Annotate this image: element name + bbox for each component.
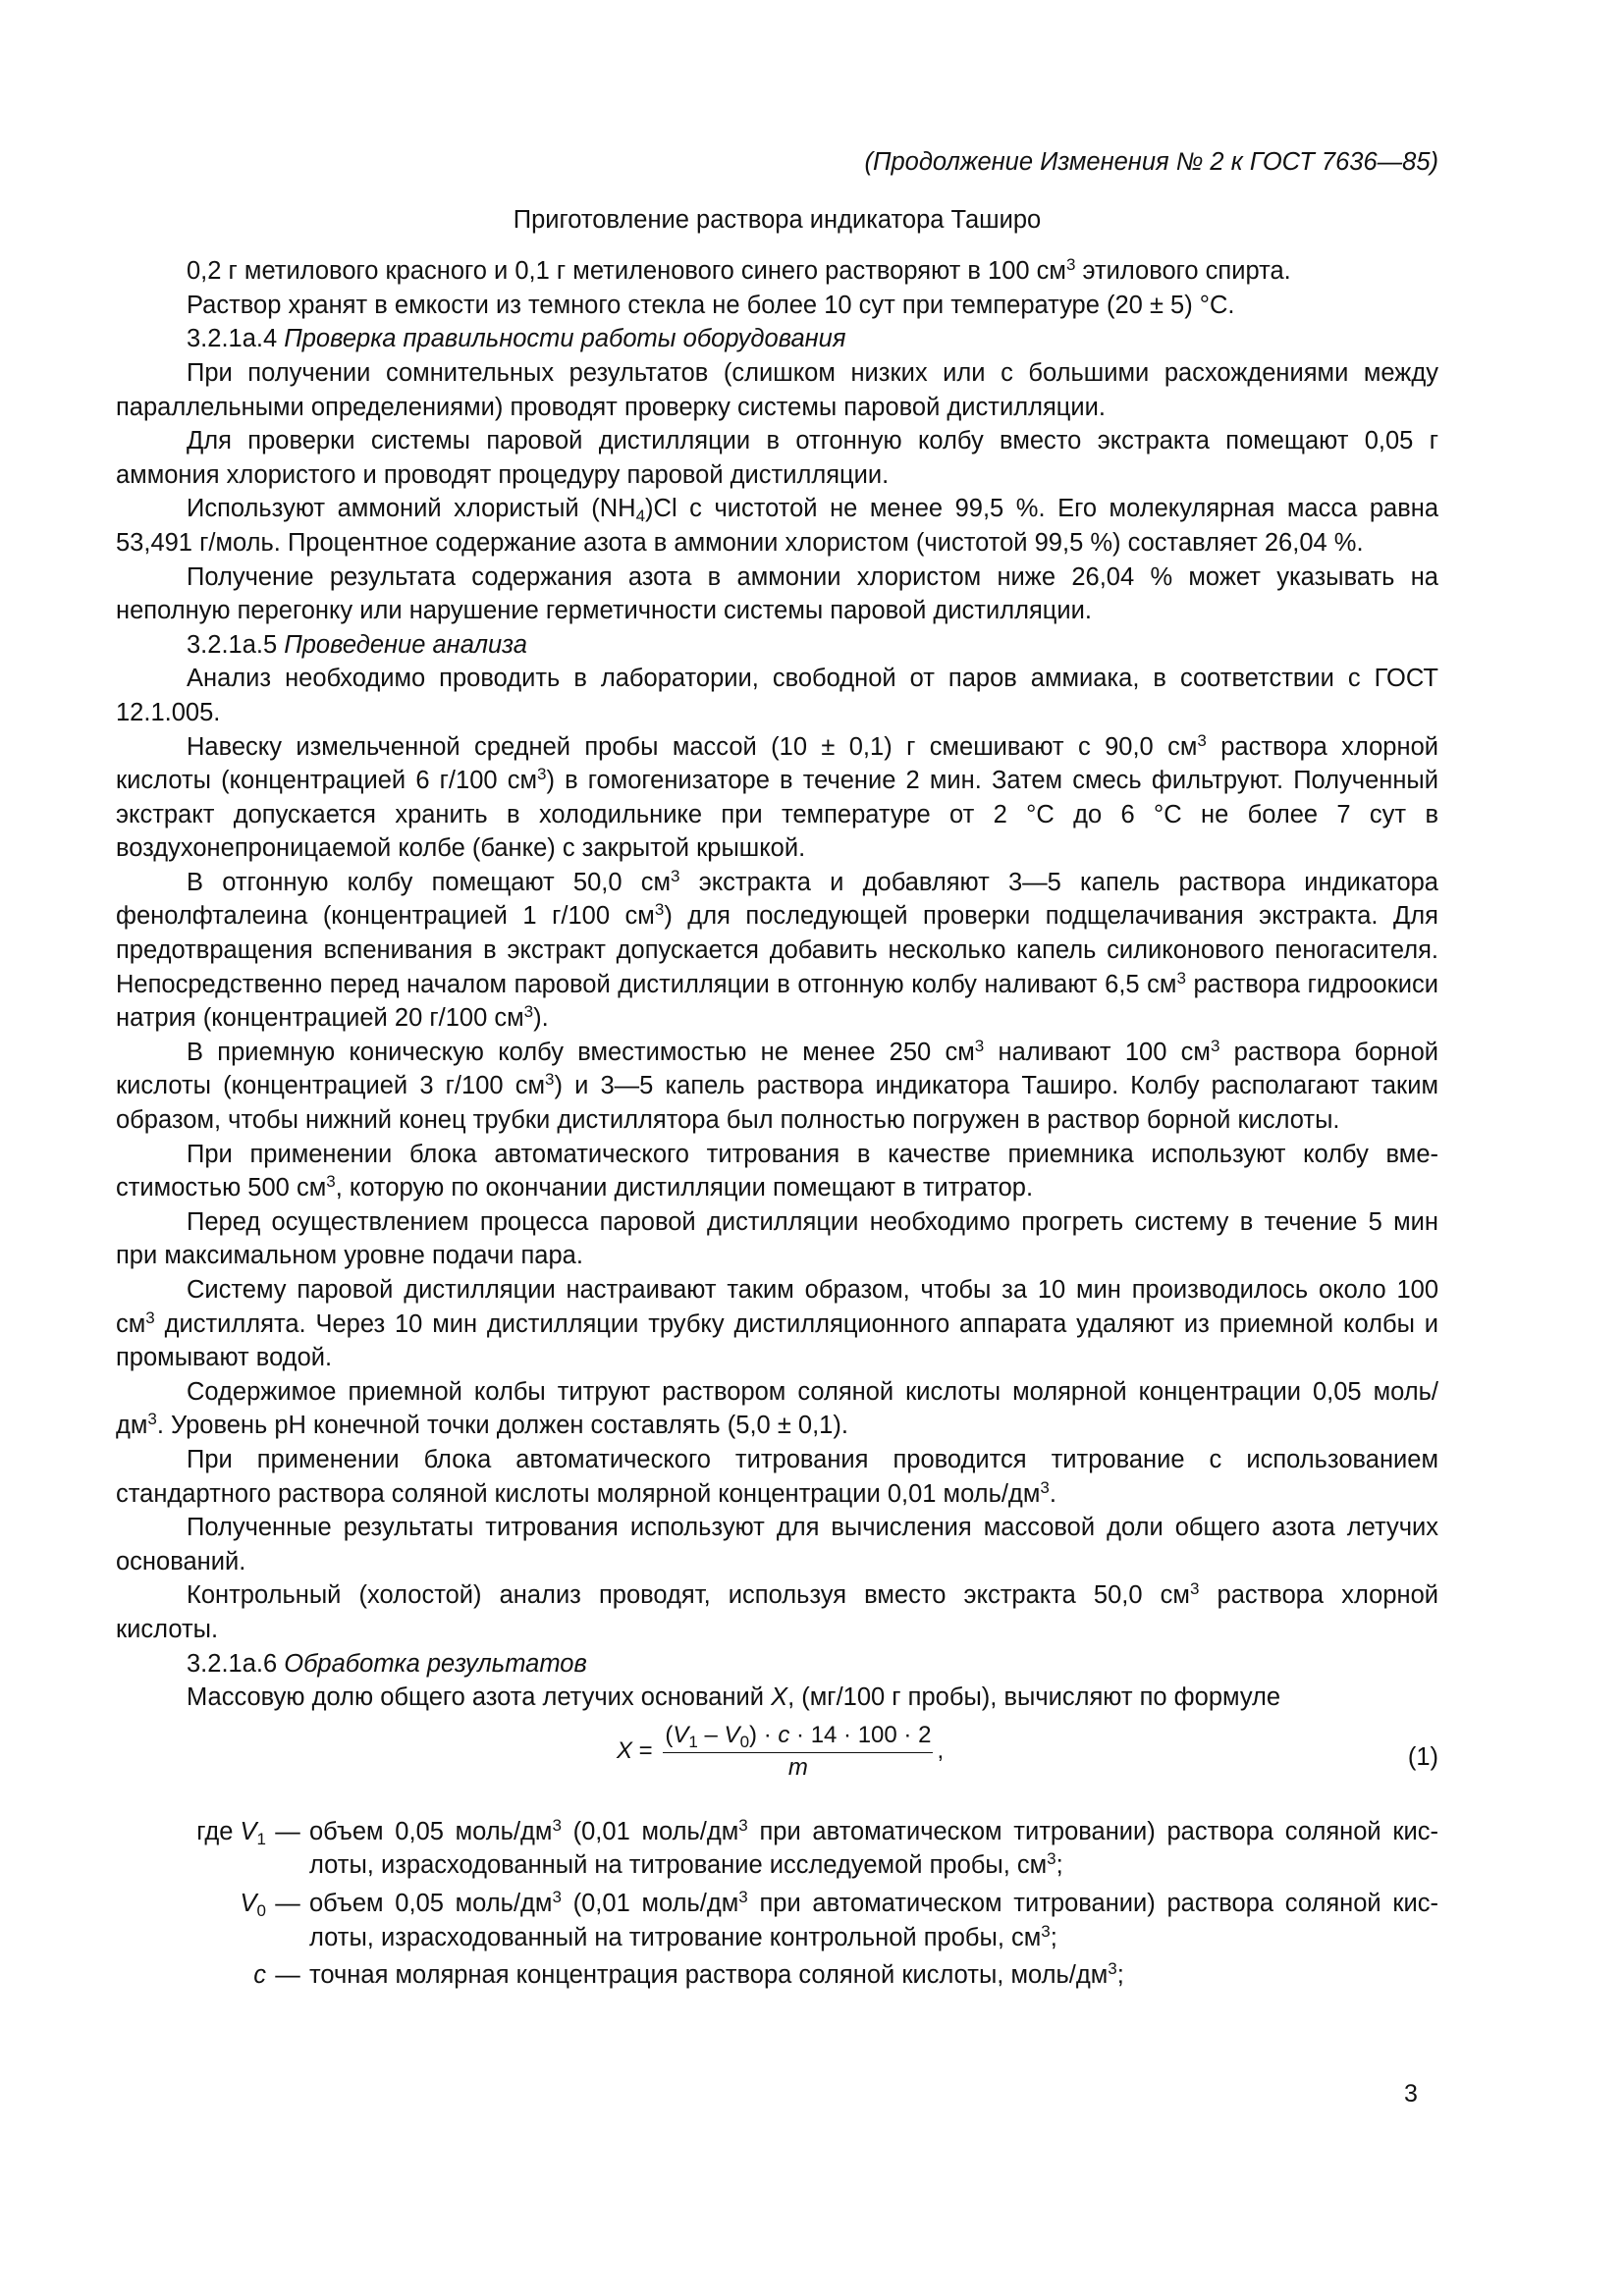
paragraph: В отгонную колбу помещают 50,0 $см^3$ экстракта и добавляют 3—5 капель раствора индикатора фенолфталеина (концентрацией 1 г/100 $см^3$) для последующей проверки подщелачивания экстракта. Для предотвращения вспенивания в экстракт допускается добавить несколько капель силиконового пеногасителя. Непосредственно перед началом паровой дистилляции в отгонную колбу наливают 6,5 $см^3$ раствора гидроокиси натрия (концентрацией 20 г/100 $см^3$). [116,866,1438,1033]
fraction-denominator: m [787,1753,808,1781]
paragraph: При применении блока автоматического титрования в качестве приемника используют колбу вместимостью 500 $см^3$, которую по окончании дистилляции помещают в титратор. [116,1140,1438,1202]
definitions-list [116,1815,1438,1993]
paragraph: При получении сомнительных результатов (слишком низких или с большими расхождениями между параллельными определениями) проводят проверку системы паровой дистилляции. [116,358,1438,421]
paragraph: Анализ необходимо проводить в лаборатории, свободной от паров аммиака, в соответствии с ГОСТ 12.1.005. [116,665,1438,726]
definition-item: c — точная молярная концентрация раствора соляной кислоты, моль/$дм^3$; [253,1959,1124,1990]
paragraph: Систему паровой дистилляции настраивают таким образом, чтобы за 10 мин производилось около 100 $см^3$ дистиллята. Через 10 мин дистилляции трубку дистилляционного аппарата удаляют из приемной колбы и промывают водой. [116,1276,1438,1372]
definition-item: $V_0$ — объем 0,05 моль/$дм^3$ (0,01 моль/$дм^3$ при автоматическом титровании) раствора соляной кислоты, израсходованный на титрование контрольной пробы, $см^3$; [240,1887,1438,1951]
paragraph: Используют аммоний хлористый $(NH_4)Cl$ с чистотой не менее 99,5 %. Его молекулярная масса равна 53,491 г/моль. Процентное содержание азота в аммонии хлористом (чистотой 99,5 %) составляет 26,04 %. [116,495,1439,557]
paragraph: Навеску измельченной средней пробы массой (10 ± 0,1) г смешивают с 90,0 $см^3$ раствора хлорной кислоты (концентрацией 6 г/100 $см^3$) в гомогенизаторе в течение 2 мин. Затем смесь фильтруют. Полученный экстракт допускается хранить в холодильнике при температуре от 2 °С до 6 °С не более 7 сут в воздухонепроницаемой колбе (банке) с закрытой крышкой. [116,730,1438,863]
paragraph: Массовую долю общего азота летучих оснований X, (мг/100 г пробы), вычисляют по формуле [187,1683,1281,1712]
formula: X = $\frac{(V_1 - V_0) \cdot c \cdot 14 \cdot 100 \cdot 2}{m}$ , [617,1721,945,1781]
paragraph: Раствор хранят в емкости из темного стекла не более 10 сут при температуре (20 ± 5) °С. [187,291,1235,319]
subsection-heading: 3.2.1а.4 Проверка правильности работы оборудования [187,325,846,353]
paragraph: Содержимое приемной колбы титруют раствором соляной кислоты молярной концентрации 0,05 моль/$дм^3$. Уровень pH конечной точки должен составлять (5,0 ± 0,1). [116,1377,1438,1440]
equation-number: (1) [1407,1742,1438,1771]
document-page [116,145,1438,1997]
section-title: Приготовление раствора индикатора Таширо [513,205,1042,234]
fraction [663,1721,933,1783]
subsection-heading: 3.2.1а.6 Обработка результатов [187,1649,587,1678]
paragraph: Перед осуществлением процесса паровой дистилляции необходимо прогреть систему в течение 5 мин при максимальном уровне подачи пара. [116,1207,1438,1270]
paragraph: В приемную коническую колбу вместимостью не менее 250 $см^3$ наливают 100 $см^3$ раствора борной кислоты (концентрацией 3 г/100 $см^3$) и 3—5 капель раствора индикатора Таширо. Колбу располагают таким образом, чтобы нижний конец трубки дистиллятора был полностью погружен в раствор борной кислоты. [116,1036,1439,1135]
fraction-numerator: $(V_1 - V_0) \cdot c \cdot 14 \cdot 100 \cdot 2$ [665,1721,932,1751]
page-number: 3 [1404,2080,1418,2108]
definition-item: где $V_1$ — объем 0,05 моль/$дм^3$ (0,01 моль/$дм^3$ при автоматическом титровании) раствора соляной кислоты, израсходованный на титрование исследуемой пробы, $см^3$; [196,1815,1438,1880]
formula-block [116,1721,1438,1797]
paragraph: Полученные результаты титрования используют для вычисления массовой доли общего азота летучих оснований. [116,1514,1438,1575]
paragraph: Получение результата содержания азота в аммонии хлористом ниже 26,04 % может указывать на неполную перегонку или нарушение герметичности системы паровой дистилляции. [116,562,1438,625]
paragraph: 0,2 г метилового красного и 0,1 г метиленового синего растворяют в 100 $см^3$ этилового спирта. [187,255,1291,286]
paragraph: При применении блока автоматического титрования проводится титрование с использованием стандартного раствора соляной кислоты молярной концентрации 0,01 моль/$дм^3$. [116,1445,1438,1508]
running-header: (Продолжение Изменения № 2 к ГОСТ 7636—85) [864,148,1438,176]
paragraph: Для проверки системы паровой дистилляции в отгонную колбу вместо экстракта помещают 0,05 г аммония хлористого и проводят процедуру паровой дистилляции. [116,427,1438,489]
subsection-heading: 3.2.1а.5 Проведение анализа [187,630,527,659]
paragraph: Контрольный (холостой) анализ проводят, используя вместо экстракта 50,0 $см^3$ раствора хлорной кислоты. [116,1579,1439,1643]
